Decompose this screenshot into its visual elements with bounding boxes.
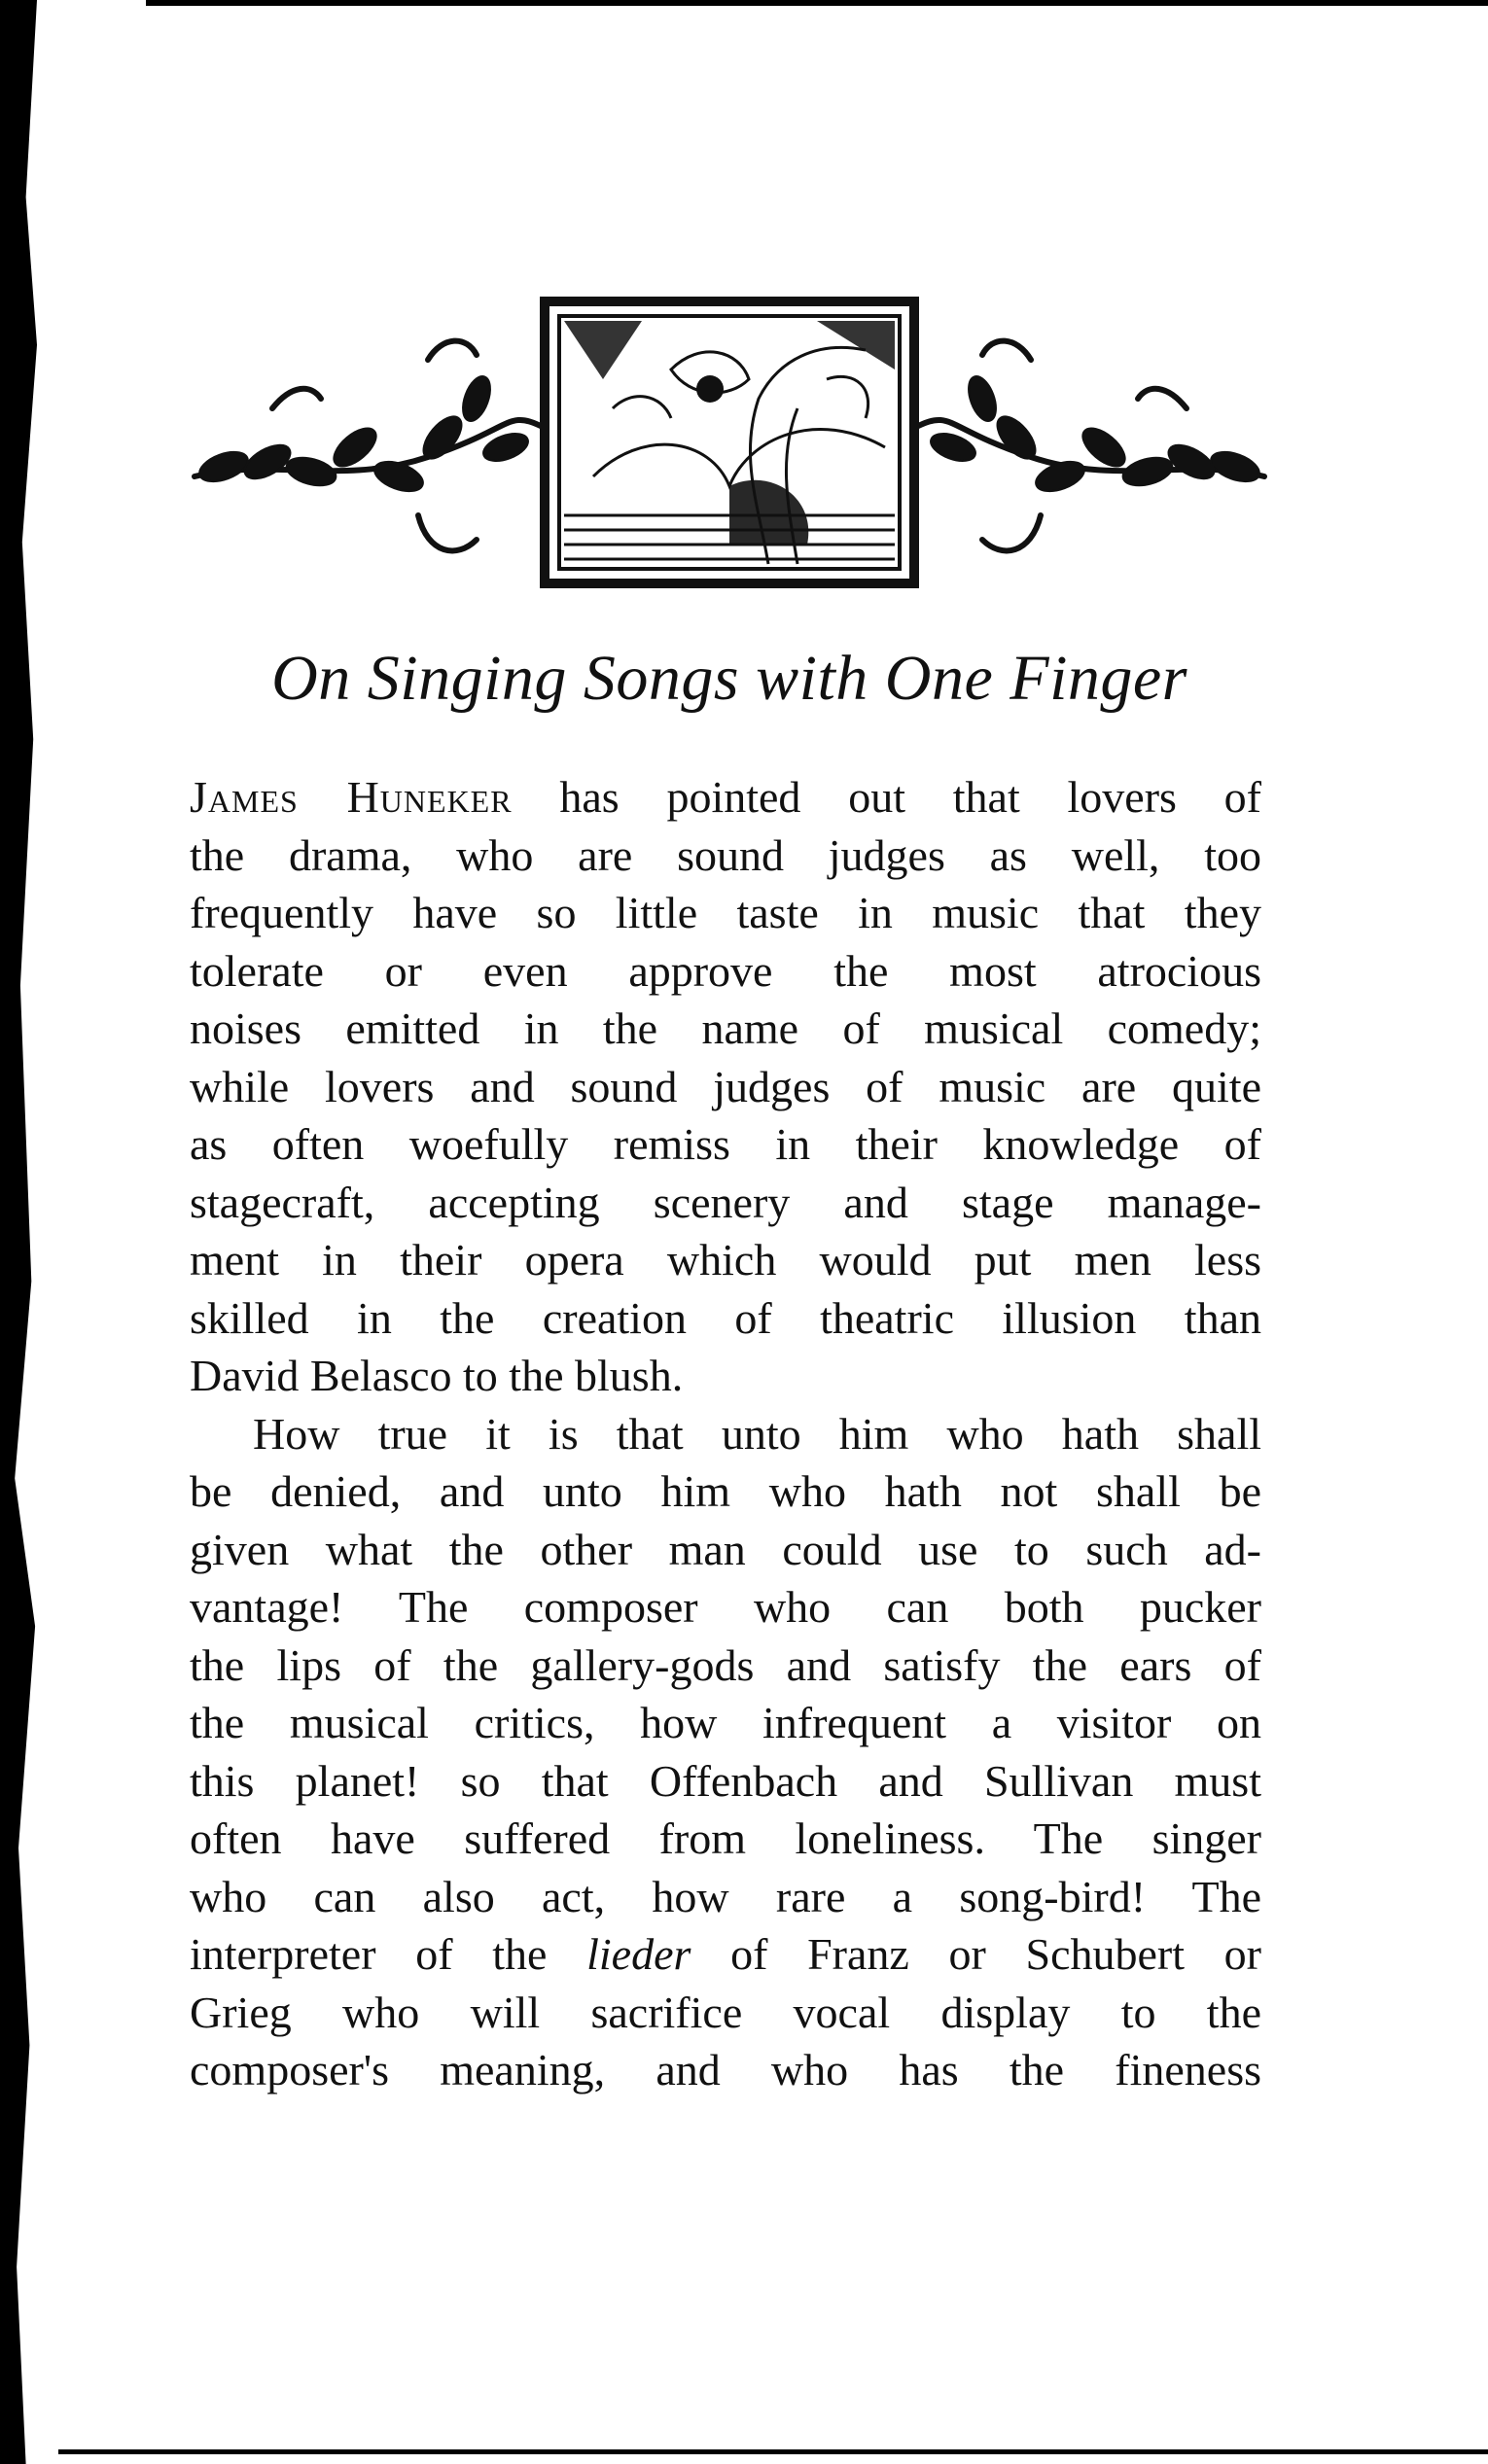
chapter-title: On Singing Songs with One Finger [271, 643, 1187, 714]
scanned-binding-edge [0, 0, 37, 2464]
text-line: the drama, who are sound judges as well, too [190, 829, 1261, 880]
text-line: the lips of the gallery-gods and satisfy the ears of [190, 1639, 1261, 1690]
text-line: often have suffered from loneliness. The singer [190, 1813, 1261, 1863]
text-line: tolerate or even approve the most atrocious [190, 945, 1261, 996]
top-scan-edge [146, 0, 1488, 6]
body-text [190, 768, 1261, 2099]
text-line: this planet! so that Offenbach and Sullivan must [190, 1755, 1261, 1806]
text-line: while lovers and sound judges of music are quite [190, 1061, 1261, 1111]
text-line: How true it is that unto him who hath shall [253, 1408, 1261, 1459]
text-line: as often woefully remiss in their knowledge of [190, 1119, 1261, 1169]
text-line: who can also act, how rare a song-bird! The [190, 1871, 1261, 1921]
text-line: ment in their opera which would put men less [190, 1235, 1261, 1285]
text-line: David Belasco to the blush. [190, 1351, 684, 1400]
text-line [190, 768, 1261, 827]
lieder-italic: lieder [586, 1929, 691, 1979]
text-line: Grieg who will sacrifice vocal display to the [190, 1987, 1261, 2037]
line-text: of Franz or Schubert or [691, 1929, 1262, 1979]
text-line: skilled in the creation of theatric illusion than [190, 1292, 1261, 1343]
text-line: noises emitted in the name of musical comedy; [190, 1003, 1261, 1053]
text-line: frequently have so little taste in music that they [190, 888, 1261, 937]
text-line: be denied, and unto him who hath not shall be [190, 1466, 1261, 1516]
text-line: vantage! The composer who can both pucker [190, 1582, 1261, 1632]
bottom-scan-edge [58, 2449, 1488, 2454]
line-text: interpreter of the [190, 1929, 587, 1979]
author-name-small-caps: James Huneker [190, 772, 513, 822]
text-line: given what the other man could use to such ad- [190, 1524, 1261, 1574]
text-line: composer's meaning, and who has the fineness [190, 2045, 1261, 2094]
text-line: the musical critics, how infrequent a visitor on [190, 1698, 1261, 1747]
text-line: stagecraft, accepting scenery and stage manage- [190, 1177, 1261, 1227]
line-text: has pointed out that lovers of [512, 772, 1262, 822]
woodcut-panel [545, 301, 914, 583]
woodcut-vignette-with-laurel-sprays-icon [185, 292, 1274, 603]
text-line [190, 1925, 1261, 1984]
